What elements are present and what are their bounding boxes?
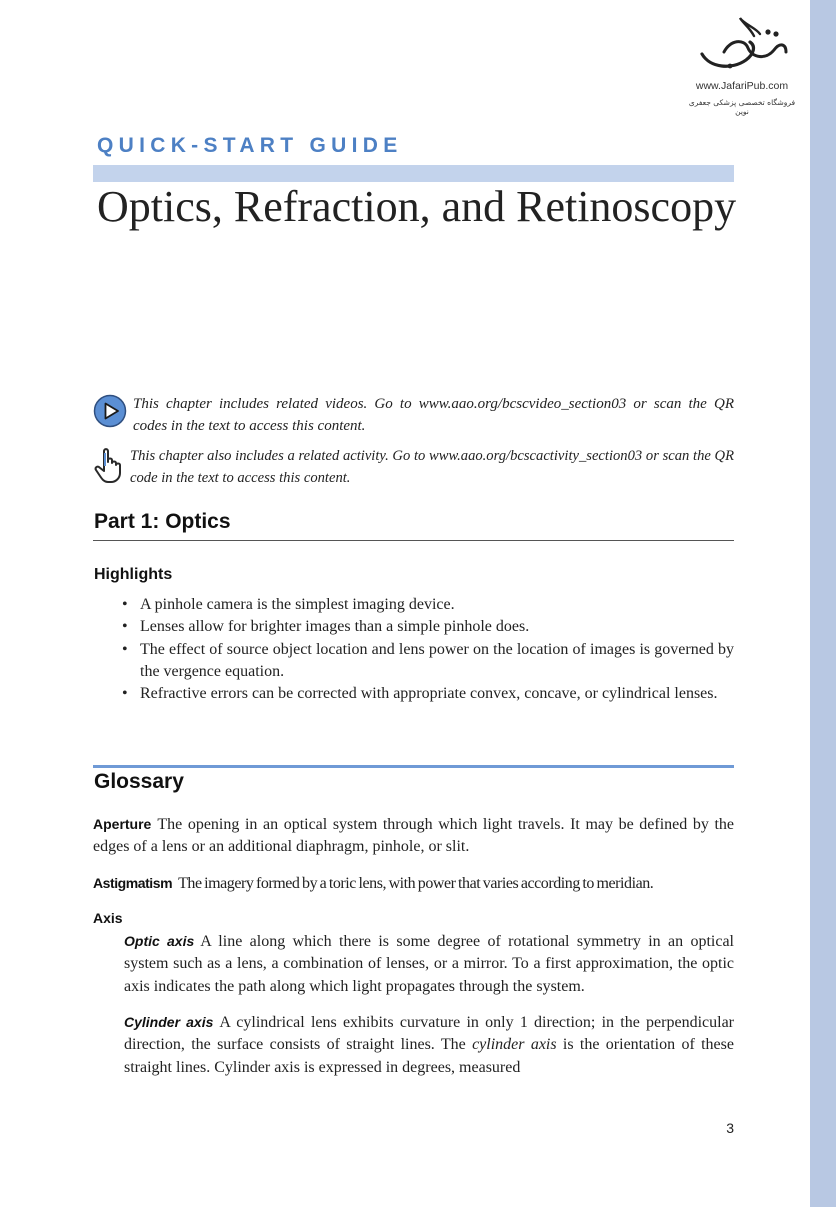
glossary-subterm: Optic axis [124, 933, 195, 949]
section-label: QUICK-START GUIDE [97, 134, 403, 157]
video-resource-text: This chapter includes related videos. Go to www.aao.org/bcscvideo_section03 or scan the QR codes in the text to access this content. [133, 396, 734, 434]
glossary-entry-aperture [93, 813, 734, 859]
side-band [810, 0, 836, 1207]
glossary-term: Astigmatism [93, 875, 173, 891]
publisher-tagline: فروشگاه تخصصی پزشکی جعفری نوین [688, 98, 796, 116]
glossary-heading: Glossary [94, 770, 184, 793]
glossary-emphasis: cylinder axis [472, 1036, 557, 1054]
highlights-heading: Highlights [94, 566, 173, 583]
highlights-list [122, 594, 734, 705]
publisher-logo [688, 14, 798, 116]
glossary-definition: The opening in an optical system through which light travels. It may be defined by the edges of a lens or an additional diaphragm, pinhole, or slit. [93, 816, 734, 856]
glossary-subentry-cylinder-axis [124, 1011, 734, 1079]
jafaripub-logo-mark [694, 14, 790, 74]
play-circle-icon [93, 394, 127, 428]
glossary-entry-axis [93, 907, 734, 930]
glossary-term: Aperture [93, 816, 152, 832]
glossary-divider [93, 765, 734, 768]
page-number: 3 [726, 1120, 734, 1136]
glossary-term: Axis [93, 910, 123, 926]
highlight-item: • The effect of source object location and lens power on the location of images is governed by the vergence equation. [122, 639, 734, 684]
chapter-title: Optics, Refraction, and Retinoscopy [97, 182, 737, 231]
glossary-definition: is the orientation of these straight lines. Cylinder axis is expressed in degrees, measured [124, 1036, 734, 1076]
glossary-definition: A line along which there is some degree of rotational symmetry in an optical system such as a lens, a combination of lenses, or a mirror. To a first approximation, the optic axis indicates the path along which light propagates through the system. [124, 933, 734, 995]
activity-resource-text: This chapter also includes a related activity. Go to www.aao.org/bcscactivity_section03 or scan the QR code in the text to access this content. [130, 448, 734, 486]
glossary-entry-astigmatism [93, 872, 734, 895]
glossary-definition: A cylindrical lens exhibits curvature in only 1 direction; in the perpendicular direction, the surface consists of straight lines. The [124, 1014, 735, 1054]
glossary-subentry-optic-axis [124, 930, 734, 998]
highlight-item: • Refractive errors can be corrected with appropriate convex, concave, or cylindrical lenses. [122, 683, 734, 705]
hand-pointer-icon [93, 446, 127, 484]
highlight-item: • Lenses allow for brighter images than a simple pinhole does. [122, 616, 734, 638]
glossary-definition: The imagery formed by a toric lens, with power that varies according to meridian. [178, 875, 654, 892]
part-divider [93, 540, 734, 541]
highlight-item: • A pinhole camera is the simplest imaging device. [122, 594, 734, 616]
part-heading: Part 1: Optics [94, 510, 231, 533]
glossary-subterm: Cylinder axis [124, 1014, 214, 1030]
publisher-url: www.JafariPub.com [695, 80, 789, 92]
